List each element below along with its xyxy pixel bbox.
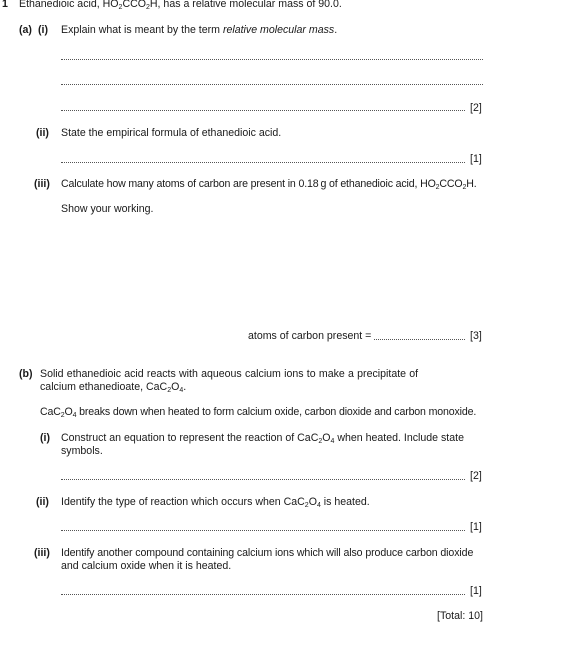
part-a-ii-text: State the empirical formula of ethanedioic acid. <box>61 127 282 139</box>
part-b-i-line2: symbols. <box>61 445 103 457</box>
marks-a-i: [2] <box>470 102 482 114</box>
answer-line[interactable] <box>374 339 465 340</box>
part-a-iii-label: (iii) <box>34 178 50 190</box>
part-a-i-text: Explain what is meant by the term relative molecular mass. <box>61 24 338 36</box>
part-a-iii-text: Calculate how many atoms of carbon are present in 0.18 g of ethanedioic acid, $HO_2CCO_2H$. <box>61 178 477 191</box>
part-b-iii-line2: and calcium oxide when it is heated. <box>61 560 232 572</box>
part-b-label: (b) <box>19 368 33 380</box>
answer-line[interactable] <box>61 530 465 531</box>
part-b-ii-text: Identify the type of reaction which occurs when $CaC_2O_4$ is heated. <box>61 496 370 509</box>
show-working: Show your working. <box>61 203 154 215</box>
part-b-intro-line2: calcium ethanedioate, $CaC_2O_4$. <box>40 381 187 394</box>
part-b-iii-label: (iii) <box>34 547 50 559</box>
question-stem: Ethanedioic acid, $HO_2CCO_2H$, has a relative molecular mass of 90.0. <box>19 0 342 11</box>
part-a-ii-label: (ii) <box>36 127 49 139</box>
marks-a-ii: [1] <box>470 153 482 165</box>
question-number: 1 <box>2 0 8 10</box>
answer-line[interactable] <box>61 84 483 85</box>
marks-b-iii: [1] <box>470 585 482 597</box>
marks-b-ii: [1] <box>470 521 482 533</box>
marks-a-iii: [3] <box>470 330 482 342</box>
answer-line[interactable] <box>61 59 483 60</box>
total-marks: [Total: 10] <box>437 610 483 622</box>
part-b-decomposition: $CaC_2O_4$ breaks down when heated to form calcium oxide, carbon dioxide and carbon monoxide. <box>40 406 477 419</box>
answer-line[interactable] <box>61 594 465 595</box>
marks-b-i: [2] <box>470 470 482 482</box>
part-b-i-line1: Construct an equation to represent the reaction of $CaC_2O_4$ when heated. Include state <box>61 432 464 445</box>
part-b-iii-line1: Identify another compound containing calcium ions which will also produce carbon dioxide <box>61 547 474 559</box>
answer-line[interactable] <box>61 162 465 163</box>
part-b-intro-line1: Solid ethanedioic acid reacts with aqueous calcium ions to make a precipitate of <box>40 368 419 380</box>
part-a-label: (a) <box>19 24 32 36</box>
answer-label: atoms of carbon present = <box>248 330 372 342</box>
part-b-ii-label: (ii) <box>36 496 49 508</box>
answer-line[interactable] <box>61 479 465 480</box>
part-a-i-label: (i) <box>38 24 48 36</box>
part-b-i-label: (i) <box>40 432 50 444</box>
answer-line[interactable] <box>61 110 465 111</box>
